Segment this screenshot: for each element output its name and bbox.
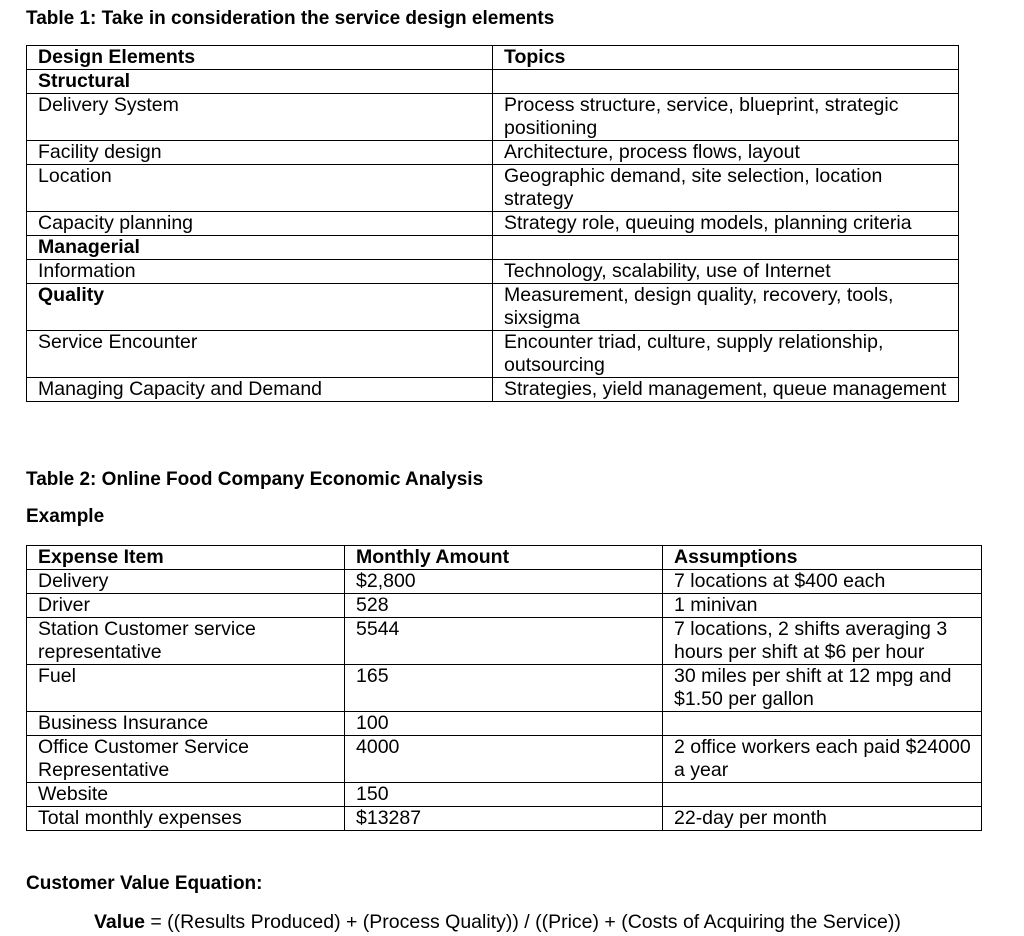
table1-caption: Table 1: Take in consideration the service design elements — [26, 8, 555, 29]
table-row — [27, 618, 982, 665]
table-row — [27, 570, 982, 594]
table-row — [27, 378, 959, 402]
design-element-cell: Managerial — [27, 236, 493, 260]
table-row — [27, 141, 959, 165]
design-element-cell: Managing Capacity and Demand — [27, 378, 493, 402]
monthly-amount-cell: 100 — [345, 712, 663, 736]
equation-lhs: Value — [94, 911, 145, 933]
topics-cell: Process structure, service, blueprint, strategic positioning — [493, 94, 959, 141]
expense-item-cell: Driver — [27, 594, 345, 618]
table-row — [27, 236, 959, 260]
assumptions-cell: 1 minivan — [663, 594, 982, 618]
expense-item-cell: Website — [27, 783, 345, 807]
assumptions-cell: 2 office workers each paid $24000 a year — [663, 736, 982, 783]
table2-subcaption: Example — [26, 506, 105, 527]
customer-value-equation — [94, 911, 901, 934]
assumptions-cell: 7 locations, 2 shifts averaging 3 hours per shift at $6 per hour — [663, 618, 982, 665]
table-row — [27, 712, 982, 736]
economic-analysis-table — [26, 545, 982, 831]
assumptions-cell: 22-day per month — [663, 807, 982, 831]
topics-cell: Technology, scalability, use of Internet — [493, 260, 959, 284]
expense-item-cell: Office Customer Service Representative — [27, 736, 345, 783]
design-element-cell: Capacity planning — [27, 212, 493, 236]
monthly-amount-cell: 165 — [345, 665, 663, 712]
monthly-amount-cell: $2,800 — [345, 570, 663, 594]
design-element-cell: Facility design — [27, 141, 493, 165]
topics-cell — [493, 236, 959, 260]
design-element-cell: Quality — [27, 284, 493, 331]
table-row — [27, 260, 959, 284]
topics-cell — [493, 70, 959, 94]
topics-cell: Architecture, process flows, layout — [493, 141, 959, 165]
table-row — [27, 331, 959, 378]
column-header-assumptions: Assumptions — [663, 546, 982, 570]
table-row — [27, 70, 959, 94]
table-row — [27, 94, 959, 141]
assumptions-cell: 7 locations at $400 each — [663, 570, 982, 594]
table-row — [27, 783, 982, 807]
assumptions-cell — [663, 712, 982, 736]
topics-cell: Encounter triad, culture, supply relationship, outsourcing — [493, 331, 959, 378]
monthly-amount-cell: 4000 — [345, 736, 663, 783]
design-element-cell: Location — [27, 165, 493, 212]
expense-item-cell: Station Customer service representative — [27, 618, 345, 665]
design-elements-table — [26, 45, 959, 402]
topics-cell: Strategy role, queuing models, planning criteria — [493, 212, 959, 236]
topics-cell: Measurement, design quality, recovery, tools, sixsigma — [493, 284, 959, 331]
expense-item-cell: Business Insurance — [27, 712, 345, 736]
design-element-cell: Information — [27, 260, 493, 284]
table-row — [27, 665, 982, 712]
table-row — [27, 165, 959, 212]
design-element-cell: Structural — [27, 70, 493, 94]
expense-item-cell: Delivery — [27, 570, 345, 594]
table-row — [27, 594, 982, 618]
design-element-cell: Delivery System — [27, 94, 493, 141]
assumptions-cell — [663, 783, 982, 807]
table2-caption: Table 2: Online Food Company Economic Analysis — [26, 469, 484, 490]
table-row — [27, 807, 982, 831]
column-header-design-elements: Design Elements — [27, 46, 493, 70]
monthly-amount-cell: 150 — [345, 783, 663, 807]
topics-cell: Geographic demand, site selection, location strategy — [493, 165, 959, 212]
expense-item-cell: Total monthly expenses — [27, 807, 345, 831]
column-header-topics: Topics — [493, 46, 959, 70]
equation-rhs: = ((Results Produced) + (Process Quality)) / ((Price) + (Costs of Acquiring the Service)) — [144, 911, 901, 933]
table-row — [27, 736, 982, 783]
table-row — [27, 284, 959, 331]
monthly-amount-cell: $13287 — [345, 807, 663, 831]
column-header-expense-item: Expense Item — [27, 546, 345, 570]
design-element-cell: Service Encounter — [27, 331, 493, 378]
topics-cell: Strategies, yield management, queue management — [493, 378, 959, 402]
table-header-row — [27, 46, 959, 70]
customer-value-equation-title: Customer Value Equation: — [26, 873, 263, 894]
table-header-row — [27, 546, 982, 570]
expense-item-cell: Fuel — [27, 665, 345, 712]
column-header-monthly-amount: Monthly Amount — [345, 546, 663, 570]
table-row — [27, 212, 959, 236]
assumptions-cell: 30 miles per shift at 12 mpg and $1.50 per gallon — [663, 665, 982, 712]
monthly-amount-cell: 528 — [345, 594, 663, 618]
monthly-amount-cell: 5544 — [345, 618, 663, 665]
